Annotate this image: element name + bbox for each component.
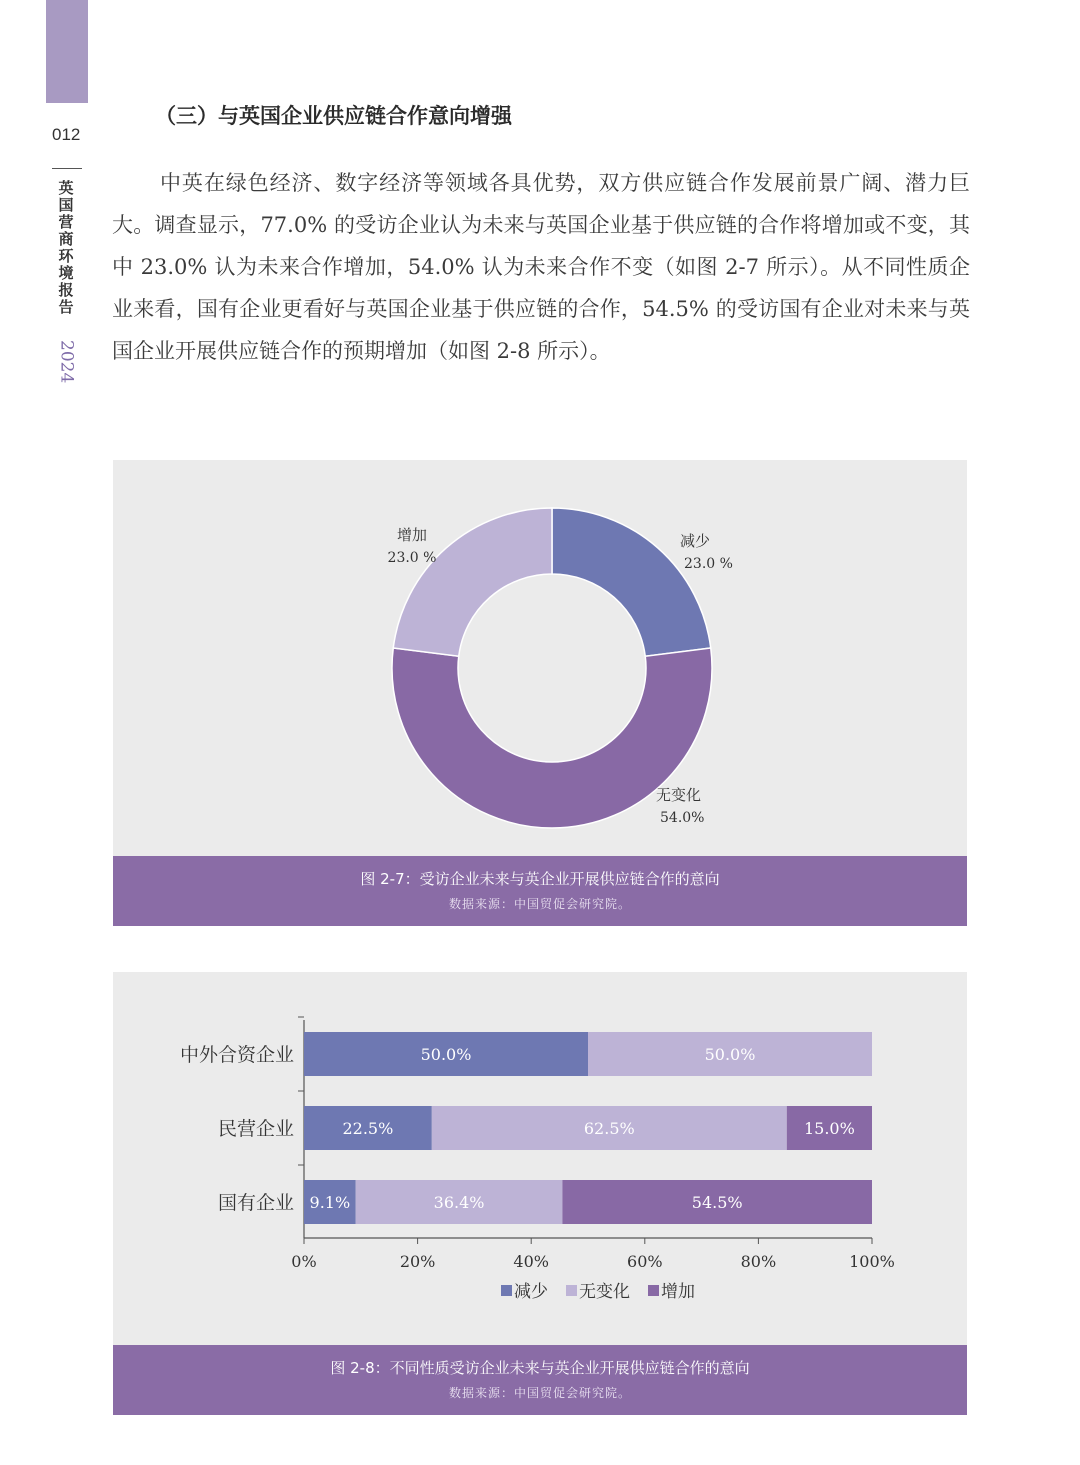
figure-2-8-caption-bar: [113, 1345, 967, 1415]
bar-value-label: 50.0%: [704, 1045, 756, 1064]
legend-label: 无变化: [579, 1282, 630, 1302]
category-label: 中外合资企业: [179, 1044, 294, 1066]
category-label: 民营企业: [217, 1118, 294, 1140]
page-number: 012: [52, 125, 81, 144]
bar-value-label: 9.1%: [309, 1193, 351, 1212]
bar-value-label: 36.4%: [433, 1193, 485, 1212]
figure-2-7: [113, 460, 967, 926]
bar-value-label: 22.5%: [342, 1119, 394, 1138]
legend-swatch: [566, 1285, 577, 1296]
legend-label: 减少: [514, 1282, 548, 1302]
sidebar-color-block: [46, 0, 88, 103]
report-year: 2024: [56, 340, 76, 384]
x-tick-label: 20%: [399, 1252, 436, 1271]
x-tick-label: 40%: [513, 1252, 549, 1271]
slice-value-label: 23.0 %: [684, 556, 733, 572]
section-title: （三）与英国企业供应链合作意向增强: [155, 104, 512, 128]
slice-value-label: 54.0%: [660, 810, 705, 826]
figure-2-8: [113, 972, 967, 1415]
body-paragraph: 中英在绿色经济、数字经济等领域各具优势，双方供应链合作发展前景广阔、潜力巨大。调查显示，77.0% 的受访企业认为未来与英国企业基于供应链的合作将增加或不变，其中 23.0% 认为未来合作增加，54.0% 认为未来合作不变（如图 2-7 所示）。从不同性质企业来看，国有企业更看好与英国企业基于供应链的合作，54.5% 的受访国有企业对未来与英国企业开展供应链合作的预期增加（如图 2-8 所示）。: [112, 171, 970, 363]
donut-chart: [113, 460, 967, 856]
slice-value-label: 23.0 %: [387, 550, 437, 566]
x-tick-label: 0%: [291, 1252, 317, 1271]
category-label: 国有企业: [217, 1192, 294, 1214]
legend-swatch: [501, 1285, 512, 1296]
bar-value-label: 15.0%: [803, 1119, 855, 1138]
slice-name-label: 增加: [396, 526, 428, 544]
figure-2-7-caption-bar: [113, 856, 967, 926]
slice-name-label: 减少: [680, 532, 711, 550]
bar-value-label: 62.5%: [583, 1119, 635, 1138]
x-tick-label: 80%: [740, 1252, 777, 1271]
figure-2-7-source: 数据来源：中国贸促会研究院。: [448, 897, 631, 911]
report-title-vertical: 英国营商环境报告: [58, 179, 74, 316]
figure-2-8-source: 数据来源：中国贸促会研究院。: [448, 1386, 631, 1400]
bar-value-label: 50.0%: [420, 1045, 472, 1064]
slice-name-label: 无变化: [656, 786, 702, 804]
sidebar-divider: [52, 168, 82, 169]
donut-slice-0: [552, 508, 711, 656]
legend-label: 增加: [661, 1282, 695, 1302]
x-tick-label: 60%: [627, 1252, 663, 1271]
x-tick-label: 100%: [849, 1252, 895, 1271]
figure-2-8-caption: 图 2-8：不同性质受访企业未来与英企业开展供应链合作的意向: [330, 1359, 750, 1377]
report-year-vertical: [56, 330, 76, 388]
bar-value-label: 54.5%: [691, 1193, 743, 1212]
legend-swatch: [648, 1285, 659, 1296]
figure-2-7-caption: 图 2-7：受访企业未来与英企业开展供应链合作的意向: [360, 870, 720, 888]
stacked-bar-chart: [113, 972, 967, 1345]
